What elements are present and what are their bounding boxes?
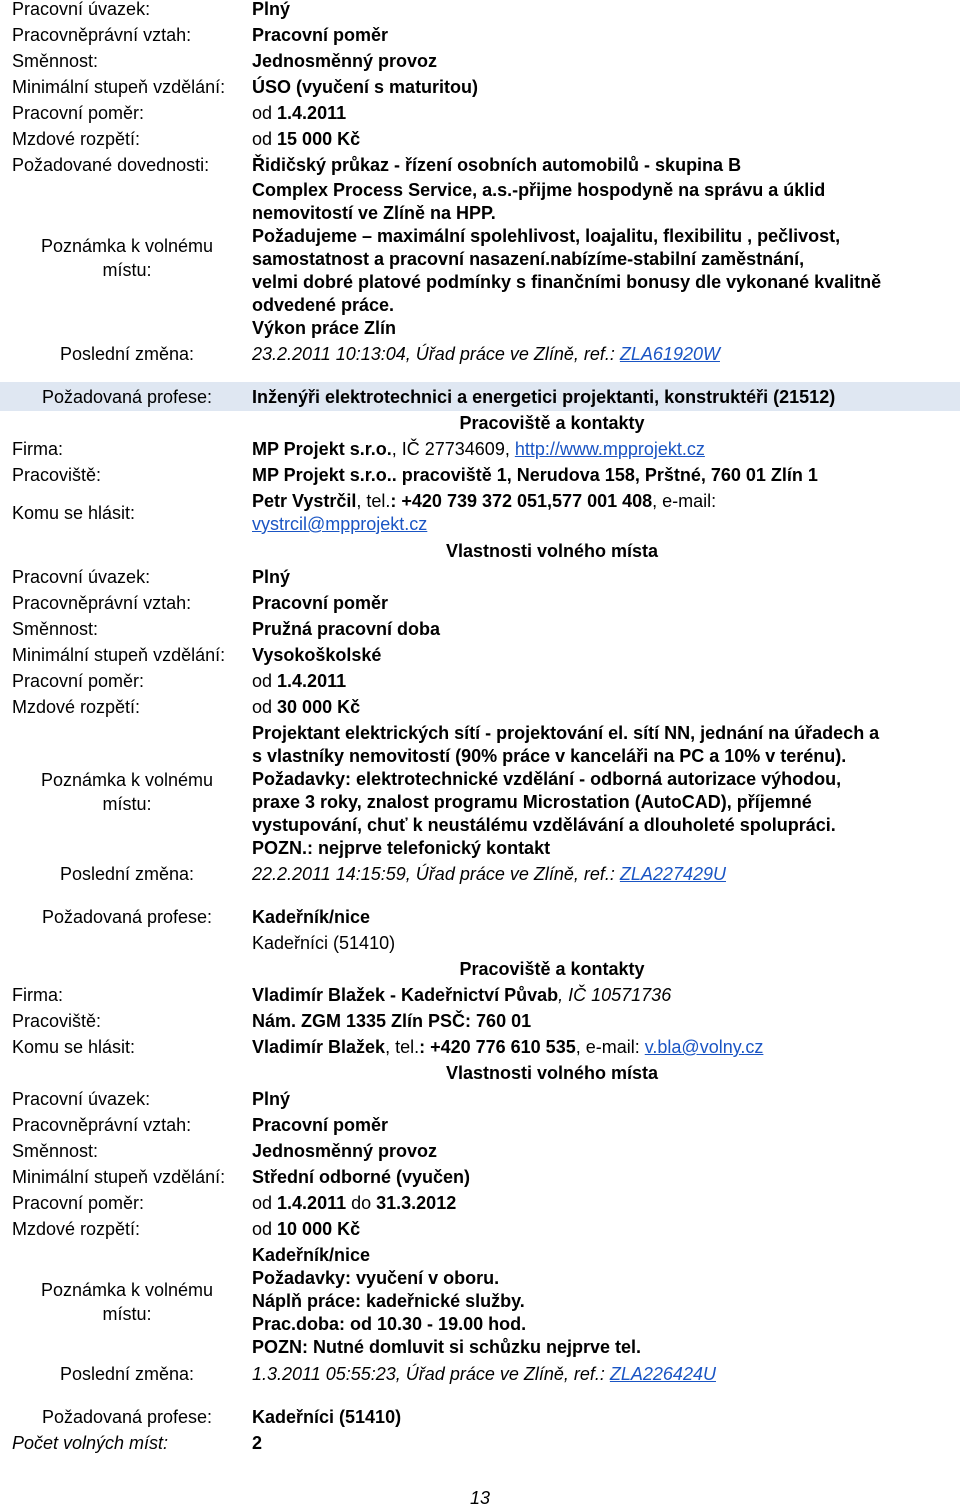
note-line: vystupování, chuť k neustálému vzdělávání a dlouholeté spolupráci. [252, 815, 836, 835]
job4-profese-row [0, 1404, 960, 1430]
field-label: Poznámka k volnému místu: [40, 236, 214, 280]
field-label: Poslední změna: [59, 344, 195, 364]
job1-vztah-row [0, 22, 960, 48]
job3-mzda-row [0, 1216, 960, 1242]
job1-mzda-row [0, 126, 960, 152]
job3-zmena-row [0, 1361, 960, 1387]
note-line: Projektant elektrických sítí - projektování el. sítí NN, jednání na úřadech a [252, 723, 880, 743]
field-value: Vysokoškolské [252, 645, 382, 665]
field-label: Minimální stupeň vzdělání: [12, 77, 226, 97]
field-value: ÚSO (vyučení s maturitou) [252, 77, 479, 97]
job2-uvazek-row [0, 564, 960, 590]
field-value: 23.2.2011 10:13:04, Úřad práce ve Zlíně, ref.: ZLA61920W [252, 344, 720, 364]
job2-profese-row [0, 384, 960, 410]
field-label: Požadovaná profese: [41, 907, 213, 927]
field-value: Kadeřníci (51410) [252, 933, 396, 953]
email-link[interactable]: v.bla@volny.cz [644, 1037, 764, 1057]
field-label: Mzdové rozpětí: [12, 1219, 141, 1239]
field-label: Požadovaná profese: [41, 1407, 213, 1427]
field-value: MP Projekt s.r.o., IČ 27734609, http://www.mpprojekt.cz [252, 439, 705, 459]
field-label: Pracovní úvazek: [12, 0, 151, 19]
field-label: Požadované dovednosti: [12, 155, 210, 175]
job2-smennost-row [0, 616, 960, 642]
field-label: Firma: [12, 985, 63, 1005]
field-label: Komu se hlásit: [12, 1037, 136, 1057]
field-value: Pracovní poměr [252, 1115, 389, 1135]
field-value: Plný [252, 567, 291, 587]
field-label: Mzdové rozpětí: [12, 697, 141, 717]
job3-vztah-row [0, 1112, 960, 1138]
job1-smennost-row [0, 48, 960, 74]
job3-smennost-row [0, 1138, 960, 1164]
field-value: od 30 000 Kč [252, 697, 361, 717]
field-value: Kadeřník/nice [252, 907, 371, 927]
job2-vlastnosti-heading: Vlastnosti volného místa [445, 541, 659, 561]
note-line: Požadavky: vyučení v oboru. [252, 1268, 500, 1288]
job3-vzdelani-row [0, 1164, 960, 1190]
field-value: Pracovní poměr [252, 25, 389, 45]
field-value: od 1.4.2011 [252, 671, 347, 691]
field-value: Pružná pracovní doba [252, 619, 441, 639]
job2-zmena-row [0, 861, 960, 887]
note-line: Náplň práce: kadeřnické služby. [252, 1291, 525, 1311]
job1-zmena-row [0, 341, 960, 367]
job1-uvazek-row [0, 0, 960, 22]
field-label: Pracovněprávní vztah: [12, 1115, 192, 1135]
field-label: Pracovní poměr: [12, 103, 145, 123]
field-value: Střední odborné (vyučen) [252, 1167, 471, 1187]
job2-firma-row [0, 436, 960, 462]
job3-profese-row [0, 904, 960, 930]
field-value: Plný [252, 1089, 291, 1109]
field-label: Firma: [12, 439, 63, 459]
job3-vlastnosti-heading: Vlastnosti volného místa [445, 1063, 659, 1083]
job2-poznamka-label [0, 768, 960, 820]
field-value: Pracovní poměr [252, 593, 389, 613]
field-label: Poslední změna: [59, 1364, 195, 1384]
field-value: od 1.4.2011 [252, 103, 347, 123]
field-value: Plný [252, 0, 291, 19]
job3-kontakty-heading: Pracoviště a kontakty [459, 959, 645, 979]
note-line: Kadeřník/nice [252, 1245, 371, 1265]
job2-vzdelani-row [0, 642, 960, 668]
field-label: Pracovní úvazek: [12, 1089, 151, 1109]
note-line: odvedené práce. [252, 295, 395, 315]
note-line: POZN: Nutné domluvit si schůzku nejprve tel. [252, 1337, 642, 1357]
job3-pracoviste-row [0, 1008, 960, 1034]
job2-vztah-row [0, 590, 960, 616]
field-label: Minimální stupeň vzdělání: [12, 1167, 226, 1187]
field-value: od 15 000 Kč [252, 129, 361, 149]
job3-pomer-row [0, 1190, 960, 1216]
field-label: Pracoviště: [12, 1011, 102, 1031]
job1-vzdelani-row [0, 74, 960, 100]
field-value: Inženýři elektrotechnici a energetici projektanti, konstruktéři (21512) [252, 387, 836, 407]
field-label: Pracovní poměr: [12, 1193, 145, 1213]
job4-pocet-row [0, 1430, 960, 1456]
job3-profese-sub-row [0, 930, 960, 956]
field-label: Pracoviště: [12, 465, 102, 485]
ref-link[interactable]: ZLA226424U [609, 1364, 716, 1384]
field-value: 1.3.2011 05:55:23, Úřad práce ve Zlíně, ref.: ZLA226424U [252, 1364, 716, 1384]
field-label: Poznámka k volnému místu: [40, 770, 214, 814]
job3-firma-row [0, 982, 960, 1008]
field-value: od 10 000 Kč [252, 1219, 361, 1239]
job2-kontakty-heading: Pracoviště a kontakty [459, 413, 645, 433]
note-line: Požadavky: elektrotechnické vzdělání - odborná autorizace výhodou, [252, 769, 842, 789]
ref-link[interactable]: ZLA227429U [619, 864, 726, 884]
job2-komu-value: Petr Vystrčil, tel.: +420 739 372 051,577 001 408, e-mail: vystrcil@mpprojekt.cz [252, 491, 717, 534]
field-label: Počet volných míst: [12, 1433, 169, 1453]
field-value: Vladimír Blažek - Kadeřnictví Půvab, IČ 10571736 [252, 985, 672, 1005]
job1-dovednosti-row [0, 152, 960, 178]
note-line: Prac.doba: od 10.30 - 19.00 hod. [252, 1314, 527, 1334]
email-link[interactable]: vystrcil@mpprojekt.cz [252, 514, 428, 534]
field-label: Směnnost: [12, 51, 99, 71]
field-label: Pracovní poměr: [12, 671, 145, 691]
field-value: Vladimír Blažek, tel.: +420 776 610 535, e-mail: v.bla@volny.cz [252, 1037, 764, 1057]
field-value: MP Projekt s.r.o.. pracoviště 1, Nerudova 158, Prštné, 760 01 Zlín 1 [252, 465, 818, 485]
field-label: Směnnost: [12, 619, 99, 639]
note-line: Požadujeme – maximální spolehlivost, loajalitu, flexibilitu , pečlivost, [252, 226, 841, 246]
field-label: Poslední změna: [59, 864, 195, 884]
note-line: s vlastníky nemovitostí (90% práce v kanceláři na PC a 10% v terénu). [252, 746, 847, 766]
ref-link[interactable]: ZLA61920W [619, 344, 720, 364]
job3-poznamka-label [0, 1278, 960, 1330]
field-value: Nám. ZGM 1335 Zlín PSČ: 760 01 [252, 1011, 532, 1031]
note-line: POZN.: nejprve telefonický kontakt [252, 838, 551, 858]
field-label: Směnnost: [12, 1141, 99, 1161]
page-number: 13 [469, 1488, 491, 1508]
note-line: Complex Process Service, a.s.-přijme hospodyně na správu a úklid [252, 180, 826, 200]
field-label: Pracovní úvazek: [12, 567, 151, 587]
note-line: praxe 3 roky, znalost programu Microstation (AutoCAD), příjemné [252, 792, 812, 812]
field-value: 22.2.2011 14:15:59, Úřad práce ve Zlíně, ref.: ZLA227429U [252, 864, 726, 884]
field-label: Poznámka k volnému místu: [40, 1280, 214, 1324]
field-value: Jednosměnný provoz [252, 51, 438, 71]
field-label: Komu se hlásit: [12, 503, 136, 523]
job1-pomer-row [0, 100, 960, 126]
job1-poznamka-text [252, 179, 881, 340]
field-value: Kadeřníci (51410) [252, 1407, 402, 1427]
note-line: nemovitostí ve Zlíně na HPP. [252, 203, 496, 223]
field-value: Řidičský průkaz - řízení osobních automobilů - skupina B [252, 155, 742, 175]
job3-komu-row [0, 1034, 960, 1060]
field-label: Pracovněprávní vztah: [12, 25, 192, 45]
field-label: Mzdové rozpětí: [12, 129, 141, 149]
note-line: Výkon práce Zlín [252, 318, 397, 338]
field-value: Jednosměnný provoz [252, 1141, 438, 1161]
job2-pracoviste-row [0, 462, 960, 488]
note-line: velmi dobré platové podmínky s finančními bonusy dle vykonané kvalitně [252, 272, 882, 292]
field-label: Pracovněprávní vztah: [12, 593, 192, 613]
note-line: samostatnost a pracovní nasazení.nabízíme-stabilní zaměstnání, [252, 249, 805, 269]
field-label: Požadovaná profese: [41, 387, 213, 407]
job2-mzda-row [0, 694, 960, 720]
job3-uvazek-row [0, 1086, 960, 1112]
job2-pomer-row [0, 668, 960, 694]
field-value: od 1.4.2011 do 31.3.2012 [252, 1193, 457, 1213]
website-link[interactable]: http://www.mpprojekt.cz [514, 439, 705, 459]
field-value: 2 [252, 1433, 263, 1453]
field-label: Minimální stupeň vzdělání: [12, 645, 226, 665]
